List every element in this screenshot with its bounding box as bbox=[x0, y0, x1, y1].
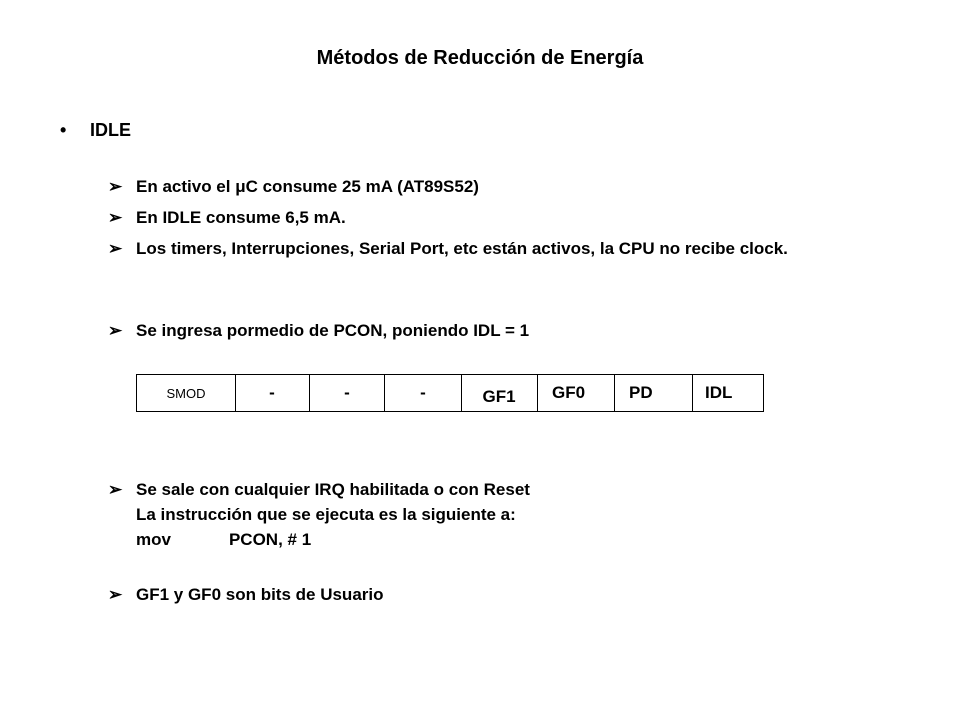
code-operands: PCON, # 1 bbox=[228, 530, 312, 549]
bullet-idle bbox=[60, 118, 131, 142]
arrow-bullet-icon: ➢ bbox=[108, 321, 123, 340]
arrow-bullet-icon: ➢ bbox=[108, 208, 123, 227]
register-bit: - bbox=[269, 383, 275, 402]
arrow-bullet-icon: ➢ bbox=[108, 585, 123, 604]
bullet-dot: • bbox=[60, 120, 67, 140]
register-bit: GF0 bbox=[552, 383, 586, 402]
list-item bbox=[108, 318, 908, 343]
register-bit: SMOD bbox=[137, 375, 236, 411]
item-text: En activo el μC consume 25 mA (AT89S52) bbox=[136, 177, 479, 196]
register-bit: IDL bbox=[705, 383, 733, 402]
item-text: Se ingresa pormedio de PCON, poniendo IDL = 1 bbox=[136, 321, 530, 340]
register-bit: - bbox=[344, 383, 350, 402]
arrow-bullet-icon: ➢ bbox=[108, 239, 123, 258]
item-text: En IDLE consume 6,5 mA. bbox=[136, 208, 346, 227]
item-text: Se sale con cualquier IRQ habilitada o con Reset bbox=[136, 480, 530, 499]
arrow-bullet-icon: ➢ bbox=[108, 177, 123, 196]
code-line bbox=[136, 527, 908, 552]
list-item bbox=[108, 582, 908, 607]
register-bit: - bbox=[420, 383, 426, 402]
item-text: GF1 y GF0 son bits de Usuario bbox=[136, 585, 384, 604]
pcon-register-diagram bbox=[136, 374, 764, 412]
code-mnemonic: mov bbox=[136, 530, 171, 549]
item-text: Los timers, Interrupciones, Serial Port, etc están activos, la CPU no recibe clock. bbox=[136, 239, 788, 258]
list-item bbox=[108, 477, 908, 552]
list-item bbox=[108, 174, 908, 199]
list-item bbox=[108, 236, 898, 261]
list-item bbox=[108, 205, 908, 230]
register-bit: PD bbox=[629, 383, 653, 402]
bullet-label: IDLE bbox=[90, 120, 132, 140]
item-text: La instrucción que se ejecuta es la siguiente a: bbox=[136, 505, 516, 524]
register-bit: GF1 bbox=[482, 387, 516, 406]
slide-title: Métodos de Reducción de Energía bbox=[316, 47, 644, 69]
arrow-bullet-icon: ➢ bbox=[108, 480, 123, 499]
